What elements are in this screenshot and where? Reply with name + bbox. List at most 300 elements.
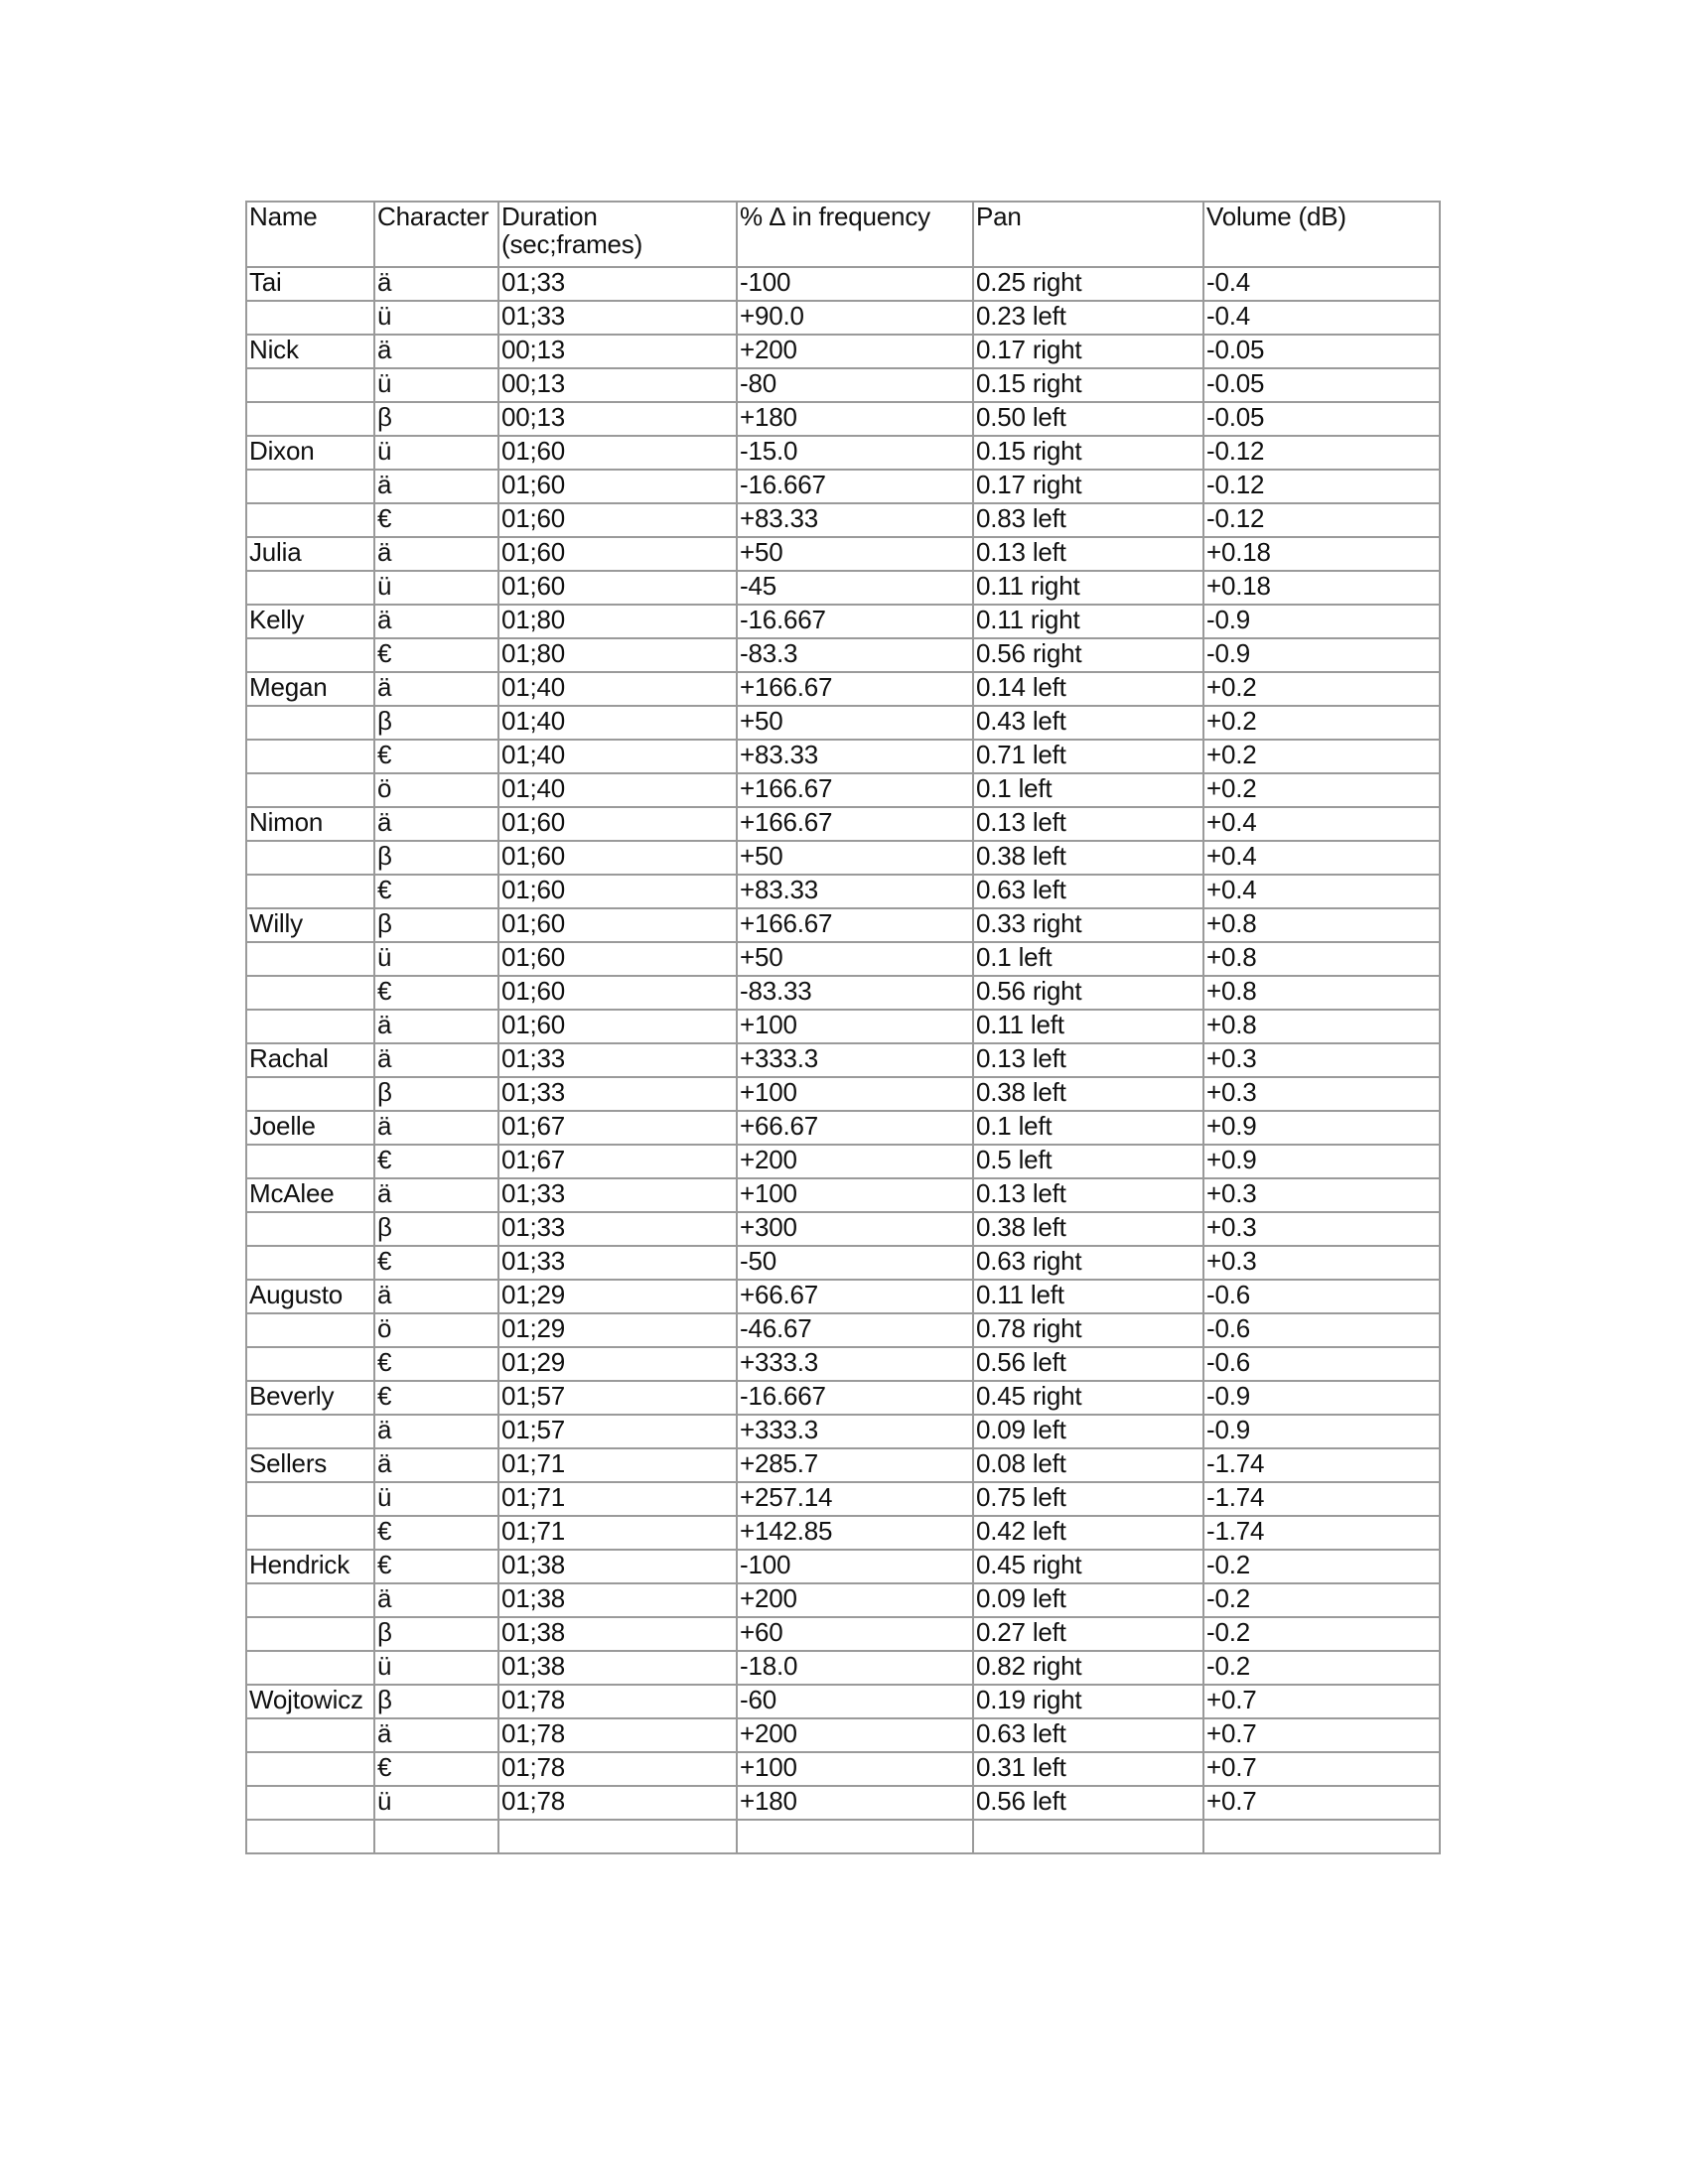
name-cell: Nimon: [246, 807, 374, 841]
pan-cell: 0.45 right: [973, 1381, 1203, 1415]
pan-cell: 0.14 left: [973, 672, 1203, 706]
name-cell: [246, 368, 374, 402]
character-cell: ü: [374, 1482, 498, 1516]
duration-cell: 01;60: [498, 470, 737, 503]
name-cell: [246, 706, 374, 740]
name-cell: [246, 1786, 374, 1820]
frequency-change-cell: -100: [737, 267, 973, 301]
pan-cell: 0.78 right: [973, 1313, 1203, 1347]
frequency-change-cell: +285.7: [737, 1448, 973, 1482]
duration-cell: [498, 1820, 737, 1853]
name-cell: Augusto: [246, 1280, 374, 1313]
name-cell: [246, 638, 374, 672]
pan-cell: 0.56 left: [973, 1786, 1203, 1820]
frequency-change-cell: +200: [737, 1583, 973, 1617]
name-cell: [246, 1820, 374, 1853]
character-cell: β: [374, 841, 498, 875]
pan-cell: 0.63 left: [973, 1718, 1203, 1752]
pan-cell: 0.19 right: [973, 1685, 1203, 1718]
frequency-change-cell: +333.3: [737, 1415, 973, 1448]
character-cell: ü: [374, 571, 498, 605]
volume-cell: -0.05: [1203, 402, 1440, 436]
frequency-change-cell: +166.67: [737, 807, 973, 841]
pan-cell: 0.45 right: [973, 1550, 1203, 1583]
duration-cell: 01;60: [498, 976, 737, 1010]
character-cell: β: [374, 1212, 498, 1246]
frequency-change-cell: +166.67: [737, 773, 973, 807]
frequency-change-cell: -18.0: [737, 1651, 973, 1685]
volume-cell: -0.2: [1203, 1617, 1440, 1651]
pan-cell: 0.56 right: [973, 638, 1203, 672]
frequency-change-cell: -16.667: [737, 1381, 973, 1415]
character-cell: ö: [374, 1313, 498, 1347]
frequency-change-cell: -60: [737, 1685, 973, 1718]
duration-cell: 01;80: [498, 638, 737, 672]
pan-cell: 0.13 left: [973, 1043, 1203, 1077]
volume-cell: +0.8: [1203, 1010, 1440, 1043]
duration-cell: 01;60: [498, 503, 737, 537]
table-row: [246, 402, 1440, 436]
character-cell: ä: [374, 335, 498, 368]
duration-cell: 01;33: [498, 1212, 737, 1246]
table-row: [246, 368, 1440, 402]
volume-cell: +0.3: [1203, 1212, 1440, 1246]
name-cell: [246, 841, 374, 875]
duration-cell: 01;71: [498, 1516, 737, 1550]
pan-cell: 0.83 left: [973, 503, 1203, 537]
pan-cell: 0.09 left: [973, 1583, 1203, 1617]
frequency-change-cell: -16.667: [737, 605, 973, 638]
header-volume: Volume (dB): [1203, 202, 1440, 267]
name-cell: [246, 1313, 374, 1347]
character-cell: €: [374, 740, 498, 773]
duration-cell: 01;71: [498, 1448, 737, 1482]
volume-cell: +0.18: [1203, 537, 1440, 571]
name-cell: [246, 1246, 374, 1280]
character-cell: ü: [374, 1651, 498, 1685]
volume-cell: +0.7: [1203, 1718, 1440, 1752]
name-cell: [246, 402, 374, 436]
duration-cell: 01;38: [498, 1550, 737, 1583]
table-row: [246, 503, 1440, 537]
duration-cell: 01;60: [498, 807, 737, 841]
pan-cell: 0.15 right: [973, 368, 1203, 402]
pan-cell: [973, 1820, 1203, 1853]
pan-cell: 0.38 left: [973, 841, 1203, 875]
table-row: [246, 807, 1440, 841]
volume-cell: +0.2: [1203, 672, 1440, 706]
pan-cell: 0.38 left: [973, 1212, 1203, 1246]
table-row: [246, 1077, 1440, 1111]
table-row: [246, 470, 1440, 503]
duration-cell: 01;78: [498, 1685, 737, 1718]
frequency-change-cell: -83.3: [737, 638, 973, 672]
duration-cell: 01;38: [498, 1651, 737, 1685]
frequency-change-cell: +50: [737, 942, 973, 976]
name-cell: [246, 1651, 374, 1685]
name-cell: Joelle: [246, 1111, 374, 1145]
table-row: [246, 976, 1440, 1010]
frequency-change-cell: +83.33: [737, 740, 973, 773]
duration-cell: 01;29: [498, 1280, 737, 1313]
frequency-change-cell: +333.3: [737, 1347, 973, 1381]
frequency-change-cell: +200: [737, 1145, 973, 1178]
volume-cell: +0.9: [1203, 1111, 1440, 1145]
table-row: [246, 638, 1440, 672]
name-cell: [246, 1212, 374, 1246]
pan-cell: 0.63 right: [973, 1246, 1203, 1280]
frequency-change-cell: +100: [737, 1752, 973, 1786]
duration-cell: 01;40: [498, 773, 737, 807]
table-row: [246, 267, 1440, 301]
pan-cell: 0.33 right: [973, 908, 1203, 942]
name-cell: [246, 773, 374, 807]
frequency-change-cell: -80: [737, 368, 973, 402]
volume-cell: +0.8: [1203, 942, 1440, 976]
pan-cell: 0.09 left: [973, 1415, 1203, 1448]
pan-cell: 0.25 right: [973, 267, 1203, 301]
pan-cell: 0.82 right: [973, 1651, 1203, 1685]
name-cell: Julia: [246, 537, 374, 571]
table-row: [246, 1212, 1440, 1246]
pan-cell: 0.17 right: [973, 335, 1203, 368]
volume-cell: +0.8: [1203, 908, 1440, 942]
table-row: [246, 773, 1440, 807]
duration-cell: 01;71: [498, 1482, 737, 1516]
duration-cell: 00;13: [498, 402, 737, 436]
pan-cell: 0.17 right: [973, 470, 1203, 503]
duration-cell: 01;78: [498, 1718, 737, 1752]
frequency-change-cell: +333.3: [737, 1043, 973, 1077]
character-cell: β: [374, 1685, 498, 1718]
pan-cell: 0.50 left: [973, 402, 1203, 436]
volume-cell: +0.7: [1203, 1786, 1440, 1820]
table-row: [246, 571, 1440, 605]
character-cell: €: [374, 1145, 498, 1178]
frequency-change-cell: -46.67: [737, 1313, 973, 1347]
header-name: Name: [246, 202, 374, 267]
character-cell: ä: [374, 1178, 498, 1212]
volume-cell: +0.7: [1203, 1752, 1440, 1786]
name-cell: Megan: [246, 672, 374, 706]
name-cell: [246, 942, 374, 976]
character-cell: ä: [374, 1448, 498, 1482]
frequency-change-cell: -45: [737, 571, 973, 605]
volume-cell: -0.05: [1203, 335, 1440, 368]
table-row: [246, 1246, 1440, 1280]
name-cell: [246, 1718, 374, 1752]
duration-cell: 01;38: [498, 1617, 737, 1651]
volume-cell: +0.2: [1203, 706, 1440, 740]
table-row: [246, 672, 1440, 706]
volume-cell: -0.12: [1203, 436, 1440, 470]
character-cell: ä: [374, 1583, 498, 1617]
character-cell: ä: [374, 470, 498, 503]
character-cell: ü: [374, 1786, 498, 1820]
volume-cell: +0.2: [1203, 740, 1440, 773]
table-row: [246, 740, 1440, 773]
duration-cell: 00;13: [498, 335, 737, 368]
table-row: [246, 605, 1440, 638]
volume-cell: -0.9: [1203, 1415, 1440, 1448]
name-cell: [246, 1482, 374, 1516]
name-cell: Nick: [246, 335, 374, 368]
duration-cell: 01;80: [498, 605, 737, 638]
table-row: [246, 1583, 1440, 1617]
pan-cell: 0.13 left: [973, 1178, 1203, 1212]
volume-cell: -0.9: [1203, 605, 1440, 638]
character-cell: €: [374, 1516, 498, 1550]
character-cell: ä: [374, 672, 498, 706]
frequency-change-cell: +300: [737, 1212, 973, 1246]
pan-cell: 0.56 right: [973, 976, 1203, 1010]
duration-cell: 01;40: [498, 706, 737, 740]
duration-cell: 01;78: [498, 1786, 737, 1820]
duration-cell: 01;29: [498, 1313, 737, 1347]
table-row: [246, 942, 1440, 976]
character-cell: ö: [374, 773, 498, 807]
name-cell: [246, 740, 374, 773]
character-cell: €: [374, 976, 498, 1010]
pan-cell: 0.11 left: [973, 1280, 1203, 1313]
name-cell: Beverly: [246, 1381, 374, 1415]
volume-cell: -1.74: [1203, 1516, 1440, 1550]
volume-cell: -0.2: [1203, 1583, 1440, 1617]
duration-cell: 01;60: [498, 537, 737, 571]
character-cell: €: [374, 638, 498, 672]
volume-cell: -1.74: [1203, 1482, 1440, 1516]
name-cell: [246, 1347, 374, 1381]
volume-cell: +0.3: [1203, 1246, 1440, 1280]
table-row: [246, 1448, 1440, 1482]
name-cell: [246, 1617, 374, 1651]
character-cell: β: [374, 908, 498, 942]
duration-cell: 01;78: [498, 1752, 737, 1786]
pan-cell: 0.13 left: [973, 537, 1203, 571]
name-cell: Kelly: [246, 605, 374, 638]
frequency-change-cell: -15.0: [737, 436, 973, 470]
frequency-change-cell: -16.667: [737, 470, 973, 503]
volume-cell: +0.4: [1203, 875, 1440, 908]
duration-cell: 01;60: [498, 1010, 737, 1043]
volume-cell: -0.6: [1203, 1280, 1440, 1313]
frequency-change-cell: +60: [737, 1617, 973, 1651]
volume-cell: [1203, 1820, 1440, 1853]
data-table: [245, 201, 1441, 1854]
duration-cell: 01;33: [498, 1178, 737, 1212]
header-pan: Pan: [973, 202, 1203, 267]
frequency-change-cell: +200: [737, 335, 973, 368]
pan-cell: 0.27 left: [973, 1617, 1203, 1651]
frequency-change-cell: +66.67: [737, 1280, 973, 1313]
table-row: [246, 1145, 1440, 1178]
frequency-change-cell: +166.67: [737, 672, 973, 706]
table-row: [246, 1347, 1440, 1381]
character-cell: ä: [374, 267, 498, 301]
volume-cell: -0.12: [1203, 503, 1440, 537]
character-cell: ü: [374, 942, 498, 976]
character-cell: €: [374, 1752, 498, 1786]
header-character: Character: [374, 202, 498, 267]
pan-cell: 0.1 left: [973, 773, 1203, 807]
pan-cell: 0.1 left: [973, 942, 1203, 976]
table-row: [246, 537, 1440, 571]
frequency-change-cell: +257.14: [737, 1482, 973, 1516]
table-row: [246, 1010, 1440, 1043]
volume-cell: -0.6: [1203, 1313, 1440, 1347]
name-cell: [246, 301, 374, 335]
frequency-change-cell: +66.67: [737, 1111, 973, 1145]
table-row: [246, 1043, 1440, 1077]
duration-cell: 01;67: [498, 1111, 737, 1145]
character-cell: ü: [374, 368, 498, 402]
character-cell: ü: [374, 436, 498, 470]
table-row: [246, 706, 1440, 740]
volume-cell: -0.9: [1203, 1381, 1440, 1415]
volume-cell: -0.2: [1203, 1651, 1440, 1685]
frequency-change-cell: -50: [737, 1246, 973, 1280]
table-row: [246, 1482, 1440, 1516]
pan-cell: 0.11 right: [973, 571, 1203, 605]
pan-cell: 0.13 left: [973, 807, 1203, 841]
name-cell: [246, 976, 374, 1010]
pan-cell: 0.63 left: [973, 875, 1203, 908]
character-cell: ä: [374, 605, 498, 638]
pan-cell: 0.71 left: [973, 740, 1203, 773]
name-cell: McAlee: [246, 1178, 374, 1212]
character-cell: €: [374, 1550, 498, 1583]
table-row: [246, 1718, 1440, 1752]
table-row: [246, 1111, 1440, 1145]
name-cell: [246, 1516, 374, 1550]
duration-cell: 01;60: [498, 436, 737, 470]
pan-cell: 0.43 left: [973, 706, 1203, 740]
duration-cell: 01;67: [498, 1145, 737, 1178]
volume-cell: -1.74: [1203, 1448, 1440, 1482]
table-row: [246, 301, 1440, 335]
volume-cell: +0.3: [1203, 1077, 1440, 1111]
pan-cell: 0.75 left: [973, 1482, 1203, 1516]
table-row: [246, 1178, 1440, 1212]
frequency-change-cell: +100: [737, 1077, 973, 1111]
frequency-change-cell: +100: [737, 1010, 973, 1043]
table-row: [246, 335, 1440, 368]
name-cell: [246, 470, 374, 503]
table-row: [246, 1820, 1440, 1853]
pan-cell: 0.23 left: [973, 301, 1203, 335]
name-cell: [246, 1077, 374, 1111]
volume-cell: +0.3: [1203, 1043, 1440, 1077]
frequency-change-cell: -100: [737, 1550, 973, 1583]
pan-cell: 0.56 left: [973, 1347, 1203, 1381]
pan-cell: 0.11 left: [973, 1010, 1203, 1043]
name-cell: Sellers: [246, 1448, 374, 1482]
character-cell: €: [374, 1381, 498, 1415]
volume-cell: +0.3: [1203, 1178, 1440, 1212]
table-row: [246, 908, 1440, 942]
character-cell: β: [374, 1077, 498, 1111]
duration-cell: 01;33: [498, 1077, 737, 1111]
volume-cell: -0.2: [1203, 1550, 1440, 1583]
name-cell: Hendrick: [246, 1550, 374, 1583]
duration-cell: 01;60: [498, 571, 737, 605]
frequency-change-cell: +50: [737, 841, 973, 875]
pan-cell: 0.1 left: [973, 1111, 1203, 1145]
pan-cell: 0.15 right: [973, 436, 1203, 470]
character-cell: €: [374, 875, 498, 908]
volume-cell: -0.4: [1203, 301, 1440, 335]
table-row: [246, 1381, 1440, 1415]
header-frequency-change: % ∆ in frequency: [737, 202, 973, 267]
volume-cell: +0.2: [1203, 773, 1440, 807]
name-cell: Wojtowicz: [246, 1685, 374, 1718]
volume-cell: +0.4: [1203, 841, 1440, 875]
volume-cell: -0.9: [1203, 638, 1440, 672]
frequency-change-cell: +50: [737, 706, 973, 740]
table-row: [246, 1550, 1440, 1583]
character-cell: ä: [374, 1280, 498, 1313]
name-cell: [246, 1415, 374, 1448]
name-cell: Dixon: [246, 436, 374, 470]
name-cell: [246, 1145, 374, 1178]
character-cell: ä: [374, 1718, 498, 1752]
pan-cell: 0.31 left: [973, 1752, 1203, 1786]
duration-cell: 01;57: [498, 1415, 737, 1448]
frequency-change-cell: -83.33: [737, 976, 973, 1010]
table-row: [246, 875, 1440, 908]
name-cell: [246, 1010, 374, 1043]
name-cell: Rachal: [246, 1043, 374, 1077]
character-cell: β: [374, 1617, 498, 1651]
table-row: [246, 1415, 1440, 1448]
pan-cell: 0.08 left: [973, 1448, 1203, 1482]
frequency-change-cell: [737, 1820, 973, 1853]
duration-cell: 01;60: [498, 908, 737, 942]
frequency-change-cell: +90.0: [737, 301, 973, 335]
character-cell: €: [374, 503, 498, 537]
frequency-change-cell: +180: [737, 1786, 973, 1820]
frequency-change-cell: +83.33: [737, 503, 973, 537]
duration-cell: 01;29: [498, 1347, 737, 1381]
header-row: [246, 202, 1440, 267]
character-cell: ä: [374, 807, 498, 841]
name-cell: [246, 503, 374, 537]
table-row: [246, 1786, 1440, 1820]
duration-cell: 01;40: [498, 740, 737, 773]
character-cell: [374, 1820, 498, 1853]
volume-cell: +0.8: [1203, 976, 1440, 1010]
duration-cell: 01;33: [498, 267, 737, 301]
character-cell: β: [374, 706, 498, 740]
table-row: [246, 1617, 1440, 1651]
volume-cell: +0.7: [1203, 1685, 1440, 1718]
frequency-change-cell: +200: [737, 1718, 973, 1752]
duration-cell: 01;60: [498, 875, 737, 908]
duration-cell: 00;13: [498, 368, 737, 402]
character-cell: ä: [374, 1111, 498, 1145]
character-cell: €: [374, 1246, 498, 1280]
table-row: [246, 1516, 1440, 1550]
frequency-change-cell: +180: [737, 402, 973, 436]
table-row: [246, 841, 1440, 875]
header-duration: Duration (sec;frames): [498, 202, 737, 267]
pan-cell: 0.5 left: [973, 1145, 1203, 1178]
volume-cell: -0.12: [1203, 470, 1440, 503]
character-cell: ü: [374, 301, 498, 335]
duration-cell: 01;40: [498, 672, 737, 706]
character-cell: β: [374, 402, 498, 436]
table-row: [246, 1651, 1440, 1685]
